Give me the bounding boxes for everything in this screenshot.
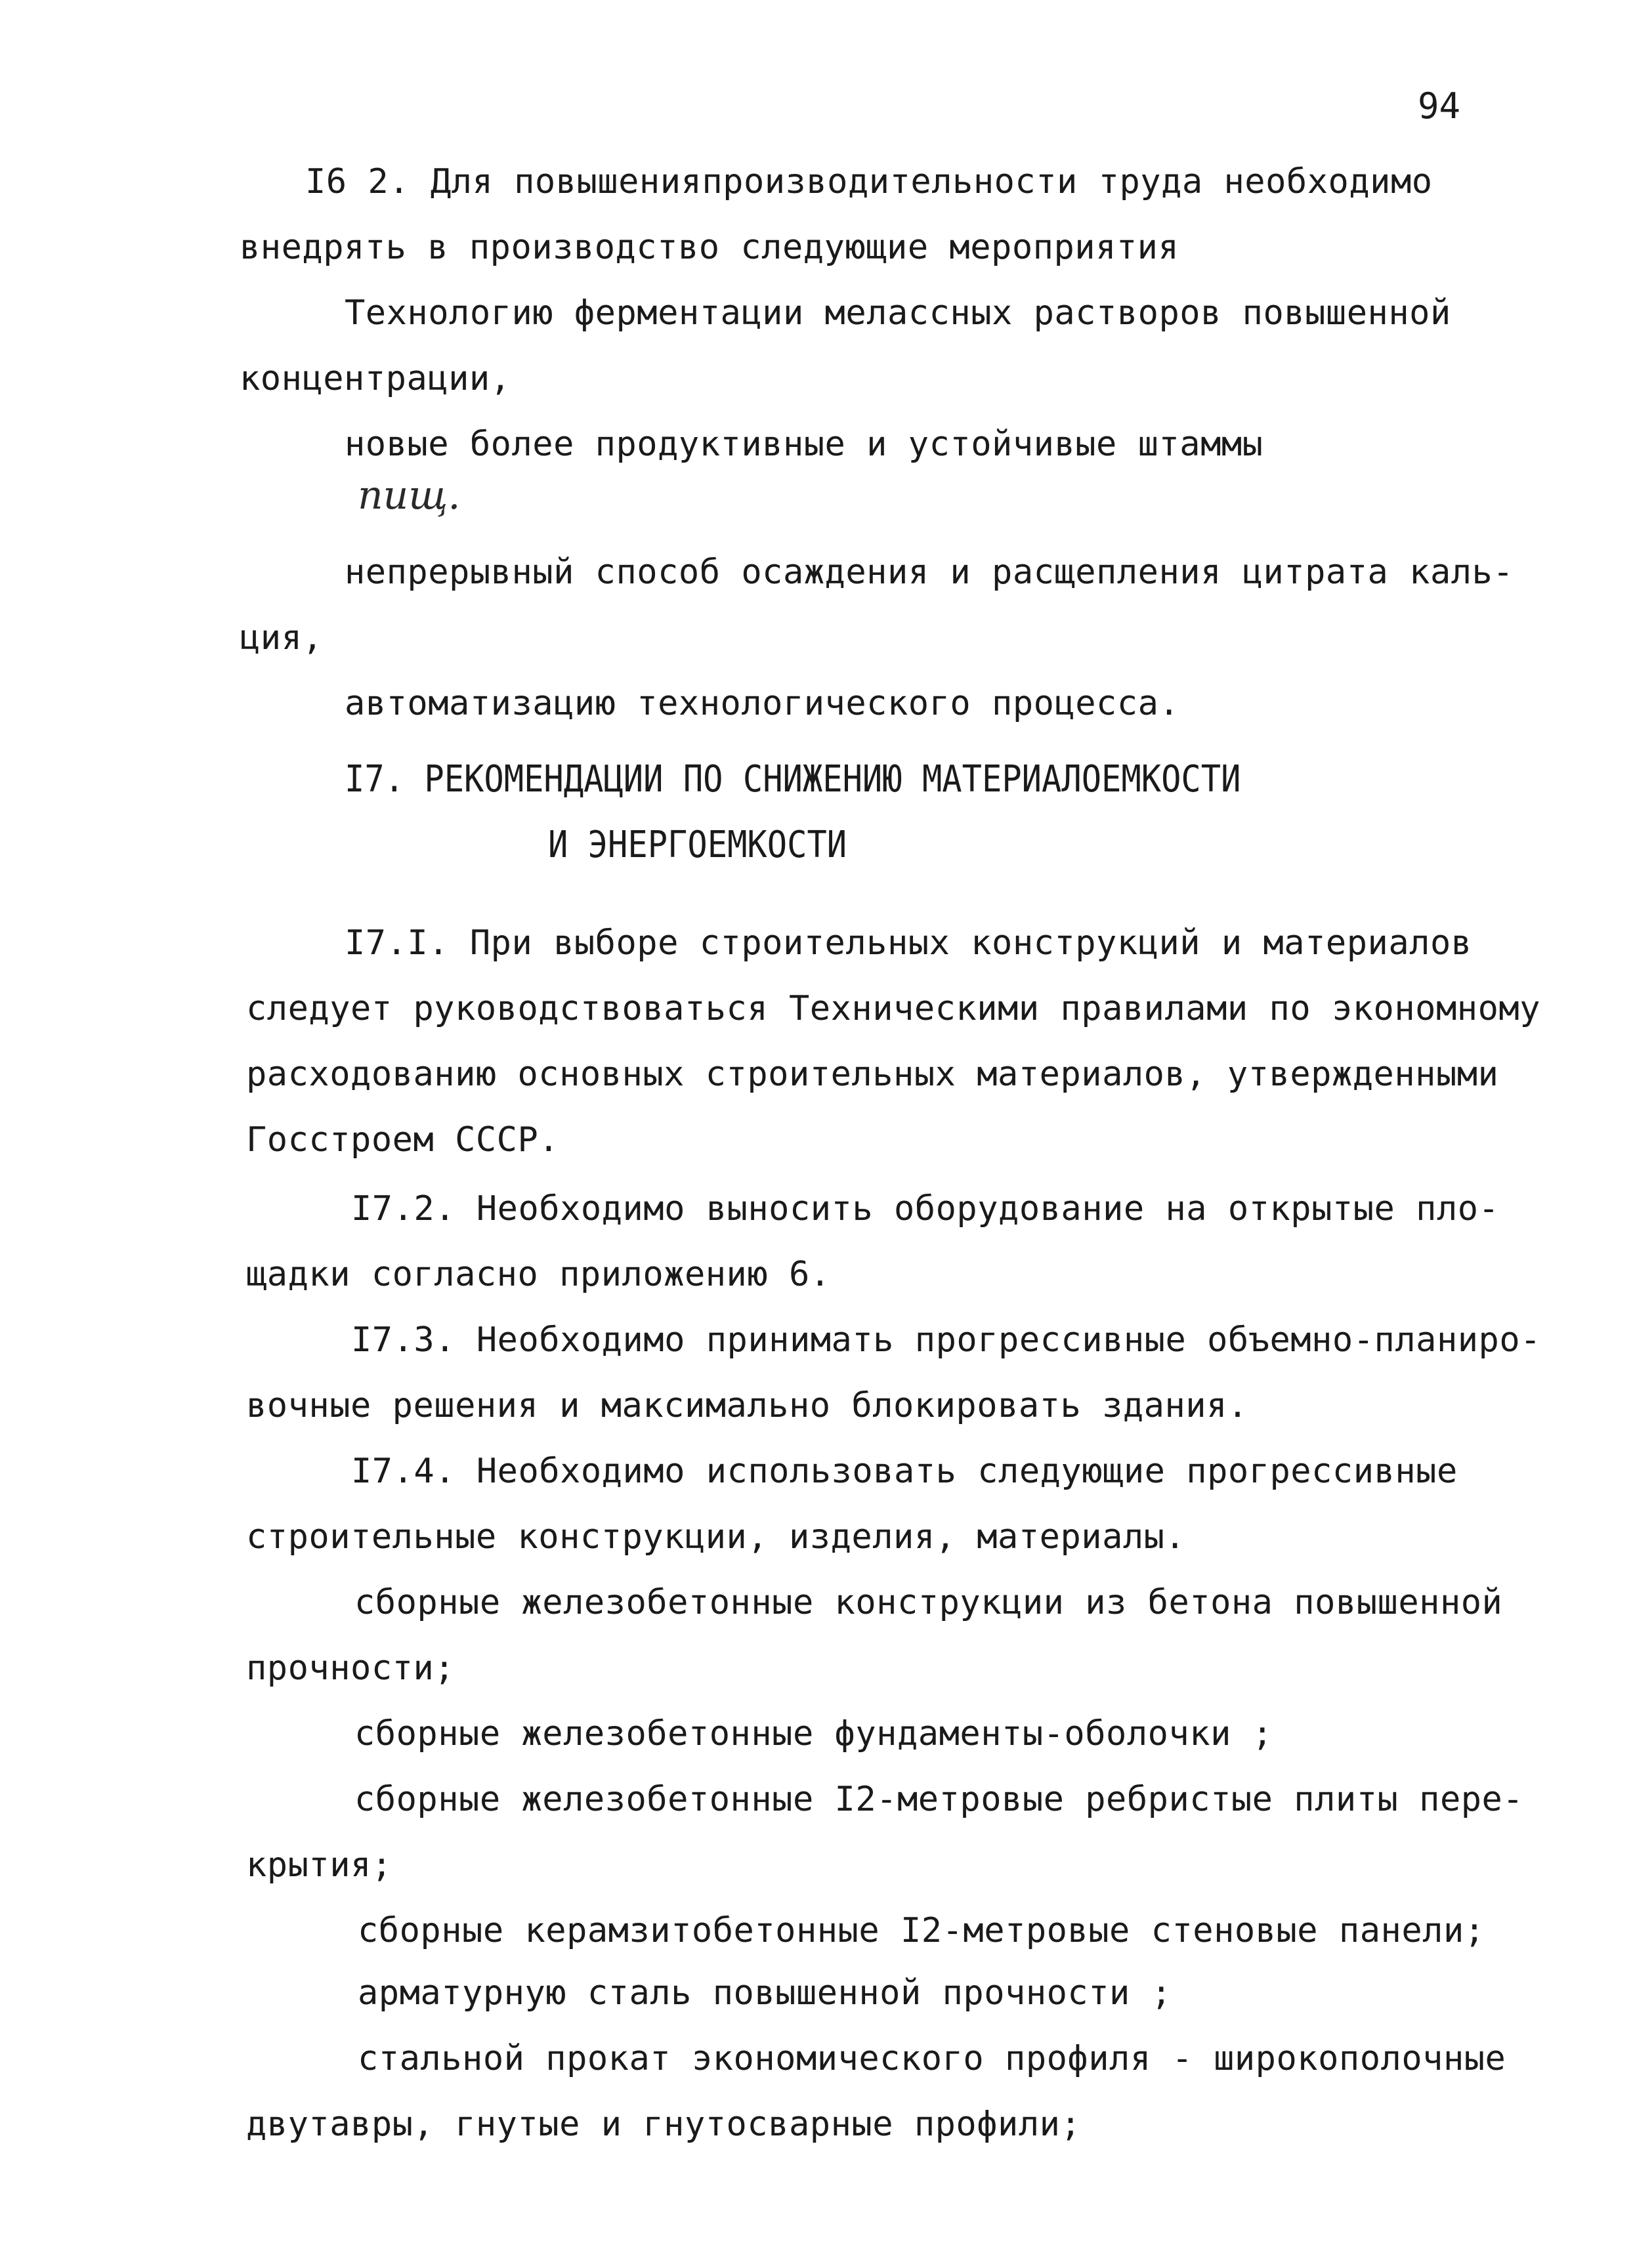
page-number: 94 — [1418, 85, 1461, 127]
paragraph-line: I7.4. Необходимо использовать следующие прогрессивные — [351, 1452, 1458, 1491]
list-item-line: арматурную сталь повышенной прочности ; — [358, 1973, 1172, 2013]
list-item-line: ция, — [240, 618, 324, 658]
list-item-line: стальной прокат экономического профиля - широкополочные — [358, 2039, 1506, 2078]
section-heading-line1: I7. РЕКОМЕНДАЦИИ ПО СНИЖЕНИЮ МАТЕРИАЛОЕМКОСТИ — [345, 758, 1241, 801]
list-item-line: сборные железобетонные конструкции из бетона повышенной — [354, 1583, 1503, 1622]
list-item-line: непрерывный способ осаждения и расщепления цитрата каль- — [345, 553, 1514, 592]
paragraph-line: Госстроем СССР. — [246, 1120, 560, 1160]
list-item-line: концентрации, — [240, 359, 511, 398]
paragraph-line: щадки согласно приложению 6. — [246, 1255, 831, 1294]
paragraph-line: I6 2. Для повышенияпроизводительности труда необходимо — [305, 162, 1433, 201]
handwritten-annotation: пищ. — [358, 472, 461, 518]
paragraph-line: I7.I. При выборе строительных конструкций и материалов — [345, 923, 1472, 963]
list-item-line: сборные керамзитобетонные I2-метровые стеновые панели; — [358, 1911, 1485, 1950]
paragraph-line: I7.2. Необходимо выносить оборудование на открытые пло- — [351, 1189, 1500, 1228]
list-item-line: крытия; — [246, 1845, 392, 1885]
list-item-line: автоматизацию технологического процесса. — [345, 684, 1180, 723]
paragraph-line: внедрять в производство следующие мероприятия — [240, 228, 1179, 267]
list-item-line: сборные железобетонные I2-метровые ребристые плиты пере- — [354, 1780, 1524, 1819]
list-item-line: прочности; — [246, 1648, 456, 1688]
section-heading-line2: И ЭНЕРГОЕМКОСТИ — [548, 824, 847, 866]
paragraph-line: I7.3. Необходимо принимать прогрессивные объемно-планиро- — [351, 1320, 1541, 1360]
list-item-line: новые более продуктивные и устойчивые штаммы — [345, 425, 1263, 464]
paragraph-line: расходованию основных строительных материалов, утвержденными — [246, 1055, 1499, 1094]
paragraph-line: строительные конструкции, изделия, материалы. — [246, 1517, 1186, 1557]
list-item-line: сборные железобетонные фундаменты-оболочки ; — [354, 1714, 1273, 1754]
paragraph-line: следует руководствоваться Техническими правилами по экономному — [246, 989, 1541, 1028]
list-item-line: двутавры, гнутые и гнутосварные профили; — [246, 2105, 1082, 2144]
list-item-line: Технологию ферментации мелассных растворов повышенной — [345, 293, 1451, 333]
paragraph-line: вочные решения и максимально блокировать здания. — [246, 1386, 1248, 1425]
